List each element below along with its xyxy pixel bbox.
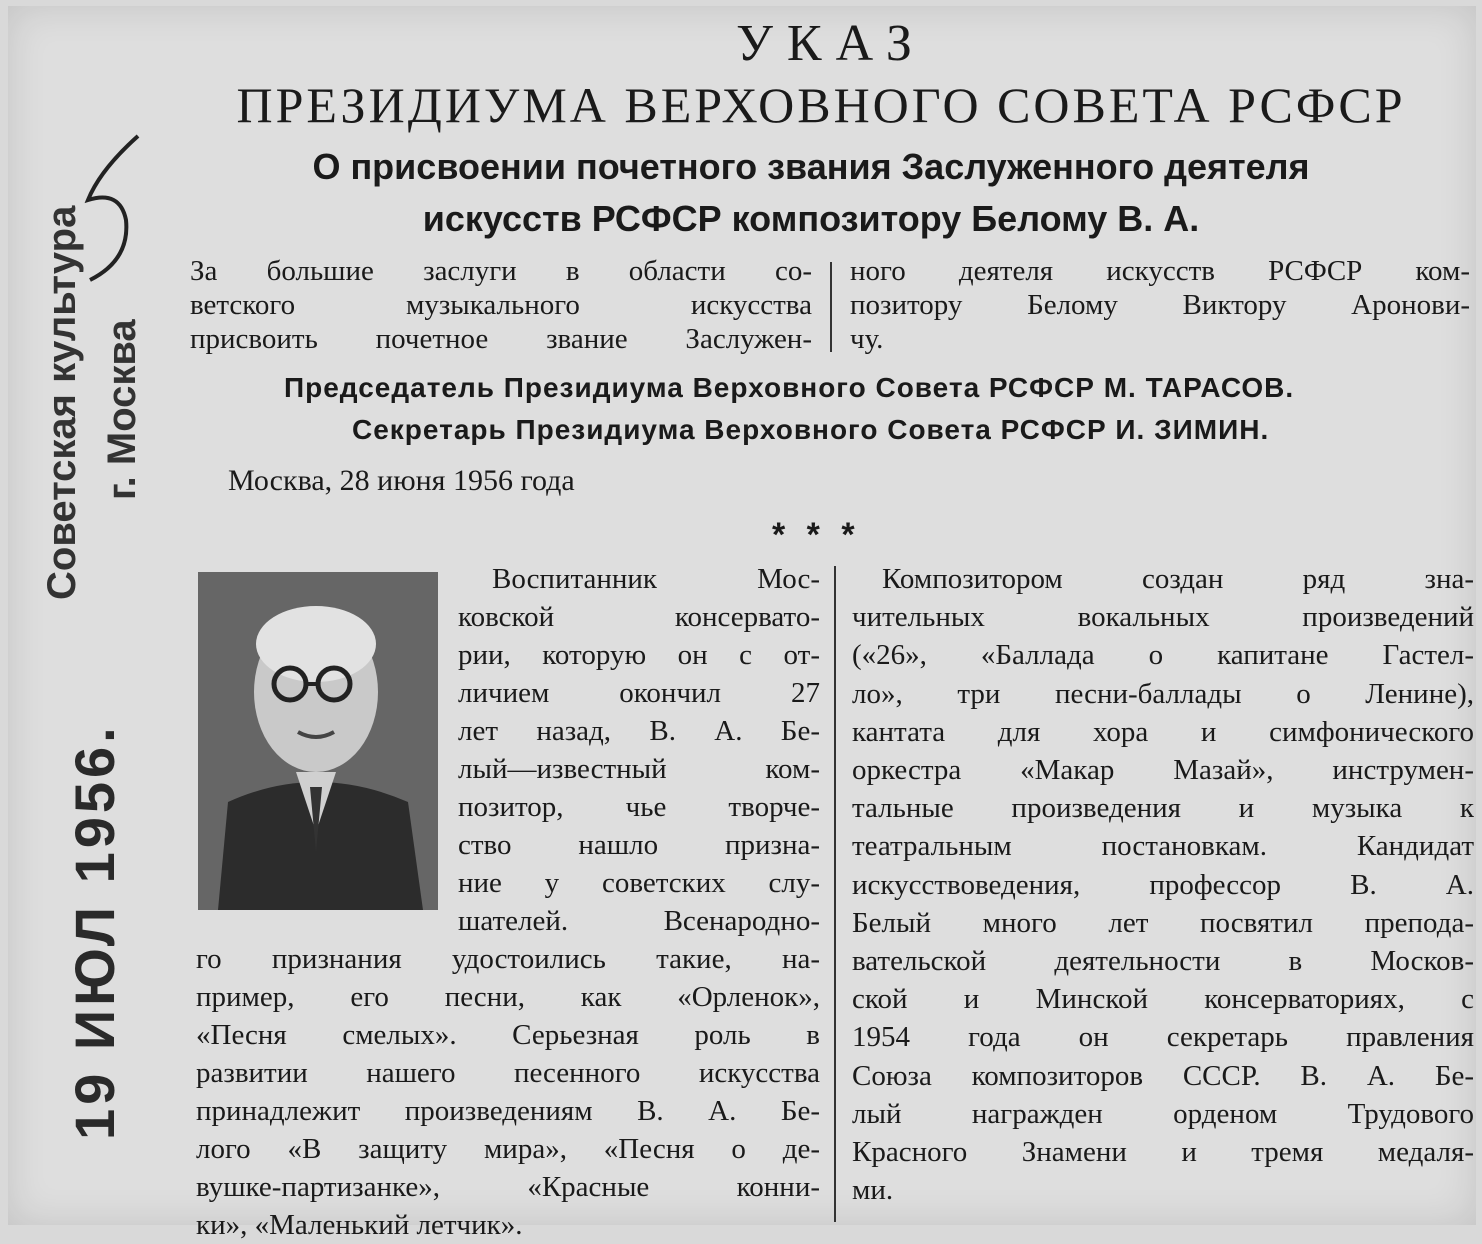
decree-right-line: ного деятеля искусств РСФСР ком-	[850, 255, 1470, 287]
bio-line: ло», три песни-баллады о Ленине),	[852, 677, 1474, 710]
decree-right-line: позитору Белому Виктору Аронови-	[850, 289, 1470, 321]
stamp-city: г. Москва	[100, 319, 144, 500]
signature-chairman: Председатель Президиума Верховного Совета РСФСР М. ТАРАСОВ.	[284, 372, 1295, 403]
decree-left-line: присвоить почетное звание Заслужен-	[190, 323, 812, 355]
decree-left-line: За большие заслуги в области со-	[190, 255, 812, 287]
decree-right-line: чу.	[850, 323, 884, 355]
column-divider	[830, 262, 832, 352]
bio-line: («26», «Баллада о капитане Гастел-	[852, 639, 1474, 672]
bio-text-right	[852, 560, 1474, 1209]
stamp-date: 19 ИЮЛ 1956.	[63, 723, 126, 1140]
bio-line: лет назад, В. А. Бе-	[458, 715, 820, 747]
bio-line: Воспитанник Мос-	[492, 563, 820, 595]
bio-line: лого «В защиту мира», «Песня о де-	[196, 1133, 820, 1165]
bio-line: лый—известный ком-	[458, 753, 820, 785]
subtitle-line-1: О присвоении почетного звания Заслуженного деятеля	[312, 146, 1310, 187]
bio-line: го признания удостоились такие, на-	[196, 943, 820, 975]
bio-text-left-top	[458, 560, 820, 940]
bio-line: Союза композиторов СССР. В. А. Бе-	[852, 1059, 1474, 1092]
issuing-body-heading: ПРЕЗИДИУМА ВЕРХОВНОГО СОВЕТА РСФСР	[236, 77, 1406, 133]
document-type-heading: УКАЗ	[736, 15, 926, 72]
bio-line: пример, его песни, как «Орленок»,	[196, 981, 820, 1013]
bio-line: ми.	[852, 1174, 894, 1207]
bio-line: личием окончил 27	[458, 677, 820, 709]
bio-line: позитор, чье творче-	[458, 791, 820, 823]
bio-line: оркестра «Макар Мазай», инструмен-	[852, 754, 1474, 787]
bio-line: ство нашло призна-	[458, 829, 820, 861]
bio-line: тальные произведения и музыка к	[852, 792, 1474, 825]
bio-line: рии, которую он с от-	[458, 639, 820, 671]
decree-text-right	[850, 254, 1470, 356]
column-divider	[834, 566, 836, 1222]
bio-line: вательской деятельности в Москов-	[852, 945, 1474, 978]
bio-line: кантата для хора и симфонического	[852, 715, 1474, 748]
bio-line: «Песня смелых». Серьезная роль в	[196, 1019, 820, 1051]
subtitle-line-2: искусств РСФСР композитору Белому В. А.	[422, 198, 1200, 239]
signature-secretary: Секретарь Президиума Верховного Совета РСФСР И. ЗИМИН.	[352, 414, 1270, 445]
bio-line: лый награжден орденом Трудового	[852, 1097, 1474, 1130]
stamp-newspaper-name: Советская культура	[40, 205, 84, 600]
bio-line: шателей. Всенародно-	[458, 905, 820, 937]
section-separator: * * *	[772, 516, 861, 554]
bio-line: чительных вокальных произведений	[852, 601, 1474, 634]
bio-line: развитии нашего песенного искусства	[196, 1057, 820, 1089]
bio-line: ковской консервато-	[458, 601, 820, 633]
bio-line: 1954 года он секретарь правления	[852, 1021, 1474, 1054]
bio-line: Красного Знамени и тремя медаля-	[852, 1136, 1474, 1169]
bio-line: театральным постановкам. Кандидат	[852, 830, 1474, 863]
decree-date: Москва, 28 июня 1956 года	[228, 464, 575, 497]
bio-line: принадлежит произведениям В. А. Бе-	[196, 1095, 820, 1127]
portrait-photo	[198, 572, 438, 910]
bio-line: Белый много лет посвятил препода-	[852, 906, 1474, 939]
handwritten-mark	[60, 130, 150, 290]
decree-text-left	[190, 254, 812, 356]
bio-text-left-bottom	[196, 940, 820, 1244]
bio-line: ки», «Маленький летчик».	[196, 1209, 523, 1241]
decree-left-line: ветского музыкального искусства	[190, 289, 812, 321]
bio-line: ской и Минской консерваториях, с	[852, 983, 1474, 1016]
bio-line: ние у советских слу-	[458, 867, 820, 899]
bio-line: искусствоведения, профессор В. А.	[852, 868, 1474, 901]
bio-line: Композитором создан ряд зна-	[882, 563, 1474, 595]
bio-line: вушке-партизанке», «Красные конни-	[196, 1171, 820, 1203]
